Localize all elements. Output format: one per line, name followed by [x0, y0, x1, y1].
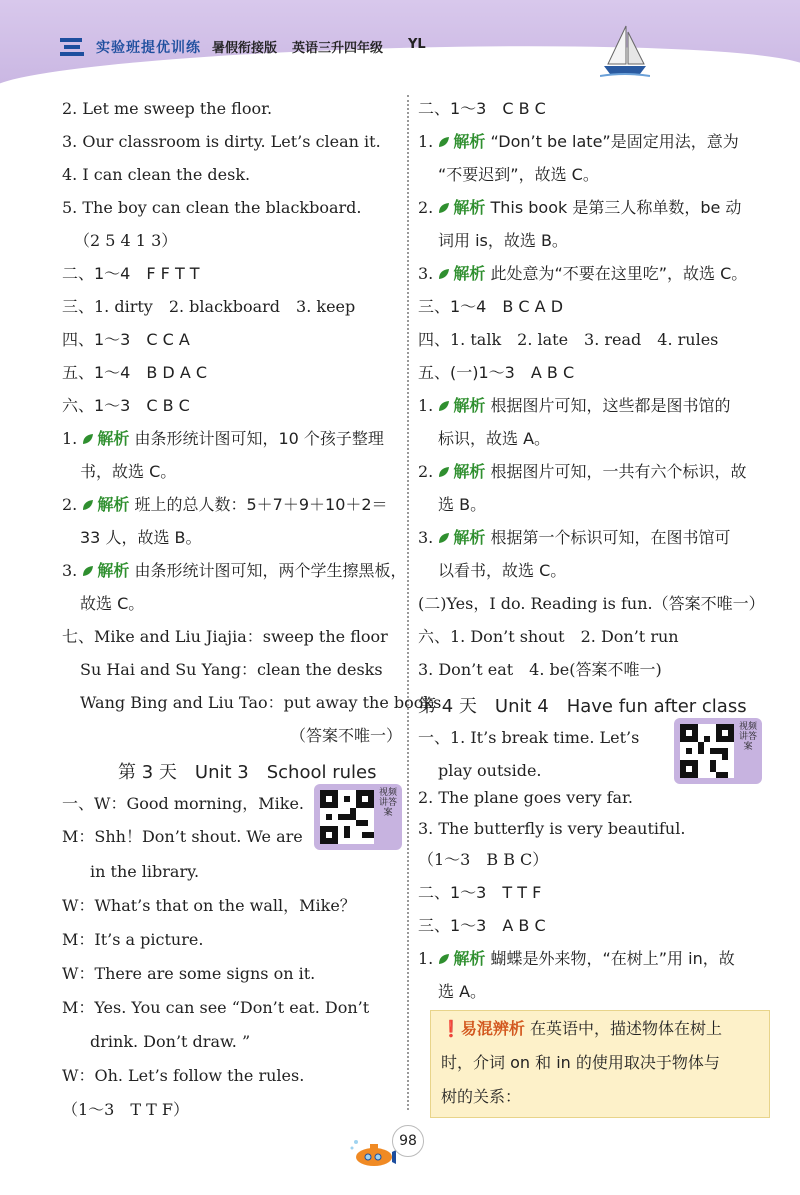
answer-line: 七、Mike and Liu Jiajia：sweep the floor	[62, 627, 388, 646]
analysis-line: 选 B。	[438, 495, 487, 514]
answer-line: （1～3 T T F）	[62, 1100, 189, 1119]
analysis-line	[418, 198, 741, 218]
answer-line: 六、1～3 C B C	[62, 396, 190, 415]
analysis-line	[62, 561, 406, 581]
analysis-text: 班上的总人数：5＋7＋9＋10＋2＝	[134, 495, 388, 514]
leaf-icon	[438, 268, 450, 280]
confusion-tip-box	[430, 1010, 770, 1118]
leaf-icon	[438, 400, 450, 412]
analysis-line	[418, 528, 730, 548]
series-logo-icon	[60, 36, 86, 58]
listening-line: W：There are some signs on it.	[62, 964, 316, 983]
analysis-text: 由条形统计图可知，两个学生擦黑板，	[134, 561, 407, 580]
answer-line: 三、1. dirty 2. blackboard 3. keep	[62, 297, 356, 316]
analysis-text: “Don’t be late”是固定用法，意为	[490, 132, 739, 151]
qr-code[interactable]	[320, 790, 374, 844]
leaf-icon	[82, 433, 94, 445]
listening-line: W：What’s that on the wall，Mike？	[62, 896, 356, 915]
warning-icon: ❗	[441, 1019, 461, 1038]
analysis-line: 以看书，故选 C。	[438, 561, 567, 580]
leaf-icon	[438, 466, 450, 478]
listening-line: 一、1. It’s break time. Let’s	[418, 728, 640, 747]
analysis-tag: 解析	[97, 495, 130, 514]
analysis-tag: 解析	[453, 949, 486, 968]
answer-line: （1～3 B B C）	[418, 850, 549, 869]
analysis-line	[418, 132, 739, 152]
tip-text: 在英语中，描述物体在树上	[530, 1019, 723, 1038]
listening-line: drink. Don’t draw. ”	[90, 1032, 251, 1051]
listening-line: in the library.	[90, 862, 200, 881]
qr-label: 视频讲答案	[738, 722, 757, 752]
analysis-tag: 解析	[453, 528, 486, 547]
series-title: 实验班提优训练	[96, 40, 201, 56]
item-number: 2.	[418, 198, 434, 217]
answer-line: 二、1～4 F F T T	[62, 264, 200, 283]
analysis-line	[62, 495, 388, 515]
analysis-text: This book 是第三人称单数，be 动	[490, 198, 742, 217]
submarine-icon	[348, 1138, 396, 1168]
analysis-text: 此处意为“不要在这里吃”，故选 C。	[490, 264, 748, 283]
analysis-tag: 解析	[97, 561, 130, 580]
leaf-icon	[438, 532, 450, 544]
analysis-text: 蝴蝶是外来物，“在树上”用 in，故	[490, 949, 735, 968]
analysis-text: 根据第一个标识可知，在图书馆可	[490, 528, 731, 547]
answer-line: (二)Yes，I do. Reading is fun.（答案不唯一）	[418, 594, 765, 613]
edition-label: YL	[408, 37, 426, 52]
answer-line: Su Hai and Su Yang：clean the desks	[80, 660, 383, 679]
analysis-tag: 解析	[453, 198, 486, 217]
sailboat-icon	[600, 24, 650, 78]
item-number: 1.	[62, 429, 78, 448]
tip-line: 时，介词 on 和 in 的使用取决于物体与	[441, 1053, 720, 1072]
volume-title: 暑假衔接版	[212, 41, 278, 56]
item-number: 3.	[62, 561, 78, 580]
analysis-line	[418, 462, 746, 482]
qr-code-badge[interactable]	[314, 784, 402, 850]
analysis-tag: 解析	[97, 429, 130, 448]
answer-line: 5. The boy can clean the blackboard.	[62, 198, 362, 217]
analysis-line: 故选 C。	[80, 594, 145, 613]
answer-note: （答案不唯一）	[290, 726, 403, 745]
item-number: 1.	[418, 396, 434, 415]
tip-line	[441, 1019, 722, 1039]
analysis-tag: 解析	[453, 462, 486, 481]
listening-line: M：Yes. You can see “Don’t eat. Don’t	[62, 998, 370, 1017]
answer-line: 二、1～3 T T F	[418, 883, 542, 902]
answer-line: 三、1～3 A B C	[418, 916, 546, 935]
unit-3-title: 第 3 天 Unit 3 School rules	[118, 762, 377, 783]
column-divider	[407, 95, 409, 1110]
answer-line: 五、(一)1～3 A B C	[418, 363, 575, 382]
analysis-text: 根据图片可知，这些都是图书馆的	[490, 396, 731, 415]
listening-line: play outside.	[438, 761, 542, 780]
leaf-icon	[438, 953, 450, 965]
leaf-icon	[82, 499, 94, 511]
analysis-tag: 解析	[453, 396, 486, 415]
answer-line: 六、1. Don’t shout 2. Don’t run	[418, 627, 679, 646]
item-number: 3.	[418, 528, 434, 547]
item-number: 1.	[418, 132, 434, 151]
answer-line: 四、1. talk 2. late 3. read 4. rules	[418, 330, 719, 349]
item-number: 3.	[418, 264, 434, 283]
answer-line: 2. Let me sweep the floor.	[62, 99, 273, 118]
answer-line: 五、1～4 B D A C	[62, 363, 208, 382]
listening-line: M：It’s a picture.	[62, 930, 204, 949]
analysis-line: “不要迟到”，故选 C。	[438, 165, 599, 184]
tip-line: 树的关系：	[441, 1087, 522, 1106]
answer-line: 三、1～4 B C A D	[418, 297, 564, 316]
analysis-line: 标识，故选 A。	[438, 429, 551, 448]
answer-line: 4. I can clean the desk.	[62, 165, 251, 184]
analysis-tag: 解析	[453, 264, 486, 283]
analysis-text: 由条形统计图可知，10 个孩子整理	[134, 429, 384, 448]
answer-line: 二、1～3 C B C	[418, 99, 546, 118]
item-number: 1.	[418, 949, 434, 968]
answer-line: 四、1～3 C C A	[62, 330, 190, 349]
qr-label: 视频讲答案	[378, 788, 397, 818]
analysis-text: 根据图片可知，一共有六个标识，故	[490, 462, 747, 481]
qr-code[interactable]	[680, 724, 734, 778]
qr-code-badge[interactable]	[674, 718, 762, 784]
page-number: 98	[392, 1125, 424, 1157]
listening-line: 2. The plane goes very far.	[418, 788, 633, 807]
subject-title: 英语三升四年级	[292, 41, 384, 56]
item-number: 2.	[62, 495, 78, 514]
analysis-line	[418, 264, 747, 284]
leaf-icon	[82, 565, 94, 577]
analysis-tag: 解析	[453, 132, 486, 151]
tip-tag: 易混辨析	[460, 1019, 525, 1038]
analysis-line: 33 人，故选 B。	[80, 528, 202, 547]
answer-line: （2 5 4 1 3）	[74, 231, 178, 250]
listening-line: W：Oh. Let’s follow the rules.	[62, 1066, 305, 1085]
unit-4-title: 第 4 天 Unit 4 Have fun after class	[418, 696, 747, 717]
analysis-line: 词用 is，故选 B。	[438, 231, 568, 250]
listening-line: 3. The butterfly is very beautiful.	[418, 819, 686, 838]
analysis-line	[418, 396, 730, 416]
analysis-line	[62, 429, 384, 449]
leaf-icon	[438, 136, 450, 148]
analysis-line: 选 A。	[438, 982, 487, 1001]
listening-line: 一、W：Good morning，Mike.	[62, 794, 304, 813]
leaf-icon	[438, 202, 450, 214]
answer-line: Wang Bing and Liu Tao：put away the books	[80, 693, 442, 712]
analysis-line: 书，故选 C。	[80, 462, 177, 481]
listening-line: M：Shh！Don’t shout. We are	[62, 827, 303, 846]
item-number: 2.	[418, 462, 434, 481]
answer-line: 3. Don’t eat 4. be(答案不唯一)	[418, 660, 662, 679]
answer-line: 3. Our classroom is dirty. Let’s clean it.	[62, 132, 381, 151]
analysis-line	[418, 949, 735, 969]
